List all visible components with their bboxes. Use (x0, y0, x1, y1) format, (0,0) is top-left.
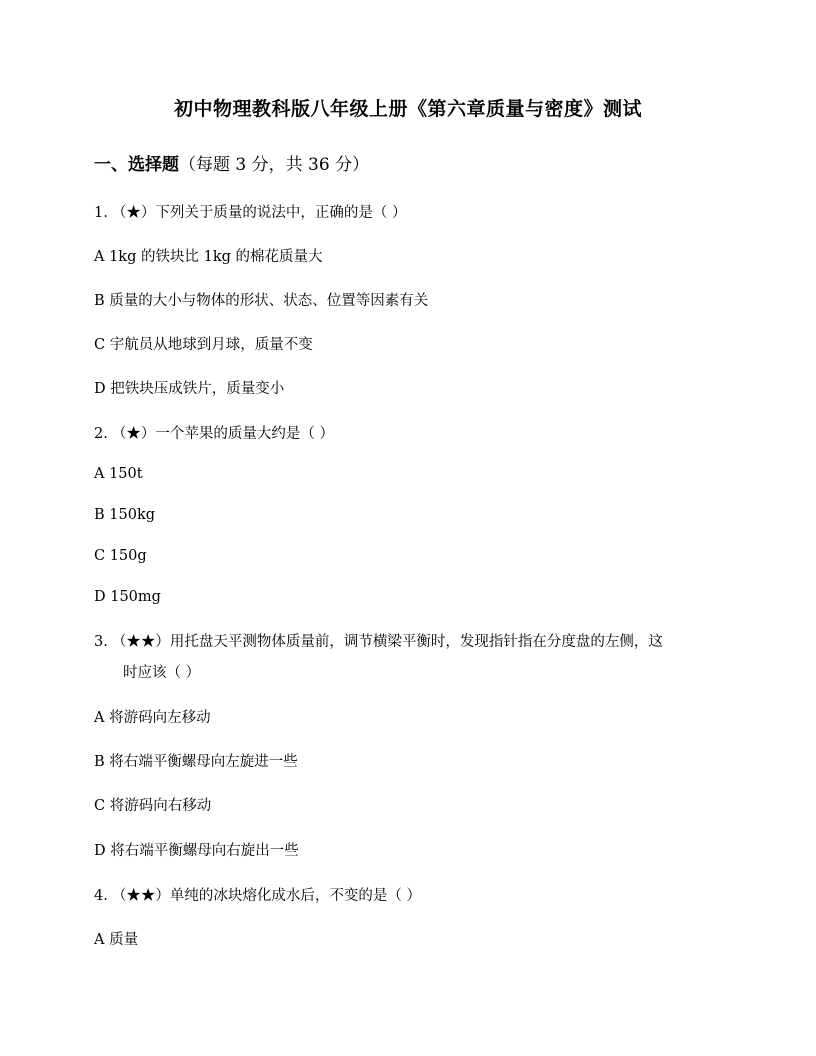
question-4-option-a: A 质量 (94, 932, 139, 948)
question-2-option-a: A 150t (94, 466, 143, 482)
question-2-option-b: B 150kg (94, 507, 156, 523)
question-3-option-a: A 将游码向左移动 (94, 710, 211, 726)
question-1-stem-line (94, 201, 406, 222)
question-3-stem-continuation: 时应该（ ） (123, 665, 201, 681)
question-2-stem-line (94, 422, 334, 443)
question-number: 4. (94, 888, 108, 904)
question-stem: （★）下列关于质量的说法中，正确的是（ ） (111, 205, 407, 221)
question-1-option-a: A 1kg 的铁块比 1kg 的棉花质量大 (94, 249, 323, 265)
question-3-option-c: C 将游码向右移动 (94, 798, 212, 814)
question-2-option-d: D 150mg (94, 589, 161, 605)
document-title: 初中物理教科版八年级上册《第六章质量与密度》测试 (173, 98, 642, 120)
question-3-option-b: B 将右端平衡螺母向左旋进一些 (94, 754, 298, 770)
section-heading-block (94, 150, 369, 175)
section-score-note: （每题 3 分，共 36 分） (179, 155, 370, 175)
question-3-stem-line (94, 630, 663, 651)
question-4-stem-line (94, 884, 421, 905)
question-1-option-b: B 质量的大小与物体的形状、状态、位置等因素有关 (94, 293, 429, 309)
question-1-option-c: C 宇航员从地球到月球，质量不变 (94, 337, 313, 353)
question-number: 3. (94, 634, 108, 650)
question-stem: （★）一个苹果的质量大约是（ ） (111, 426, 334, 442)
question-stem: （★★）用托盘天平测物体质量前，调节横梁平衡时，发现指针指在分度盘的左侧，这 (111, 634, 663, 650)
section-heading: 一、选择题 (94, 155, 179, 175)
question-2-option-c: C 150g (94, 548, 147, 564)
question-number: 1. (94, 205, 108, 221)
question-stem: （★★）单纯的冰块熔化成水后，不变的是（ ） (111, 888, 421, 904)
question-1-option-d: D 把铁块压成铁片，质量变小 (94, 381, 285, 397)
question-number: 2. (94, 426, 108, 442)
question-3-option-d: D 将右端平衡螺母向右旋出一些 (94, 843, 299, 859)
